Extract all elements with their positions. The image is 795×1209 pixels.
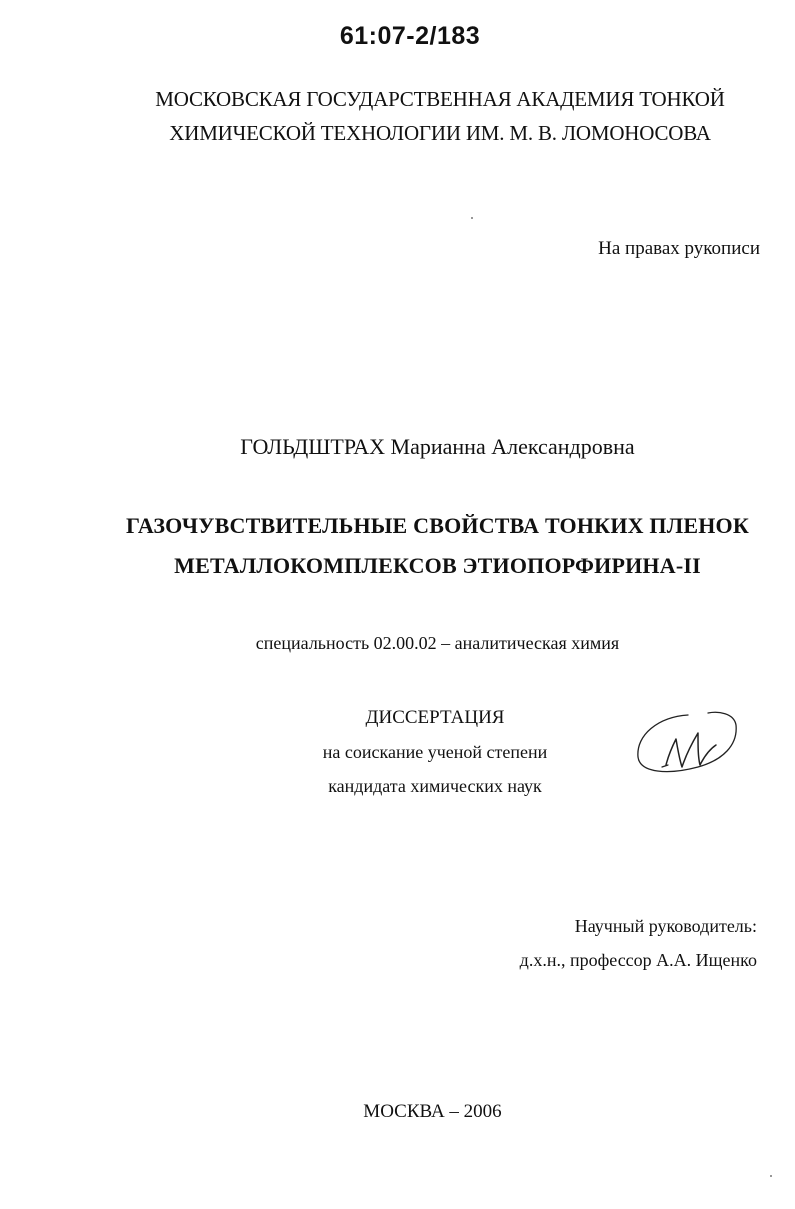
- scan-speck: [471, 217, 473, 219]
- handwritten-signature: [628, 705, 743, 785]
- dissertation-title-line-2: МЕТАЛЛОКОМПЛЕКСОВ ЭТИОПОРФИРИНА-II: [174, 553, 701, 578]
- degree-line-2: кандидата химических наук: [328, 776, 542, 796]
- institution-line-2: ХИМИЧЕСКОЙ ТЕХНОЛОГИИ ИМ. М. В. ЛОМОНОСОВА: [169, 121, 711, 145]
- author-name: ГОЛЬДШТРАХ Марианна Александровна: [240, 434, 635, 459]
- specialty: специальность 02.00.02 – аналитическая химия: [255, 633, 620, 653]
- dissertation-heading: ДИССЕРТАЦИЯ: [365, 707, 505, 728]
- supervisor-label: Научный руководитель:: [574, 916, 757, 936]
- manuscript-rights: На правах рукописи: [598, 238, 760, 259]
- scan-speck: [770, 1175, 772, 1177]
- registration-stamp: 61:07-2/183: [339, 22, 481, 50]
- city-year: МОСКВА – 2006: [363, 1101, 502, 1122]
- degree-line-1: на соискание ученой степени: [322, 742, 548, 762]
- supervisor-name: д.х.н., профессор А.А. Ищенко: [519, 950, 757, 970]
- institution-line-1: МОСКОВСКАЯ ГОСУДАРСТВЕННАЯ АКАДЕМИЯ ТОНКОЙ: [155, 87, 725, 111]
- dissertation-title-line-1: ГАЗОЧУВСТВИТЕЛЬНЫЕ СВОЙСТВА ТОНКИХ ПЛЕНОК: [126, 513, 749, 538]
